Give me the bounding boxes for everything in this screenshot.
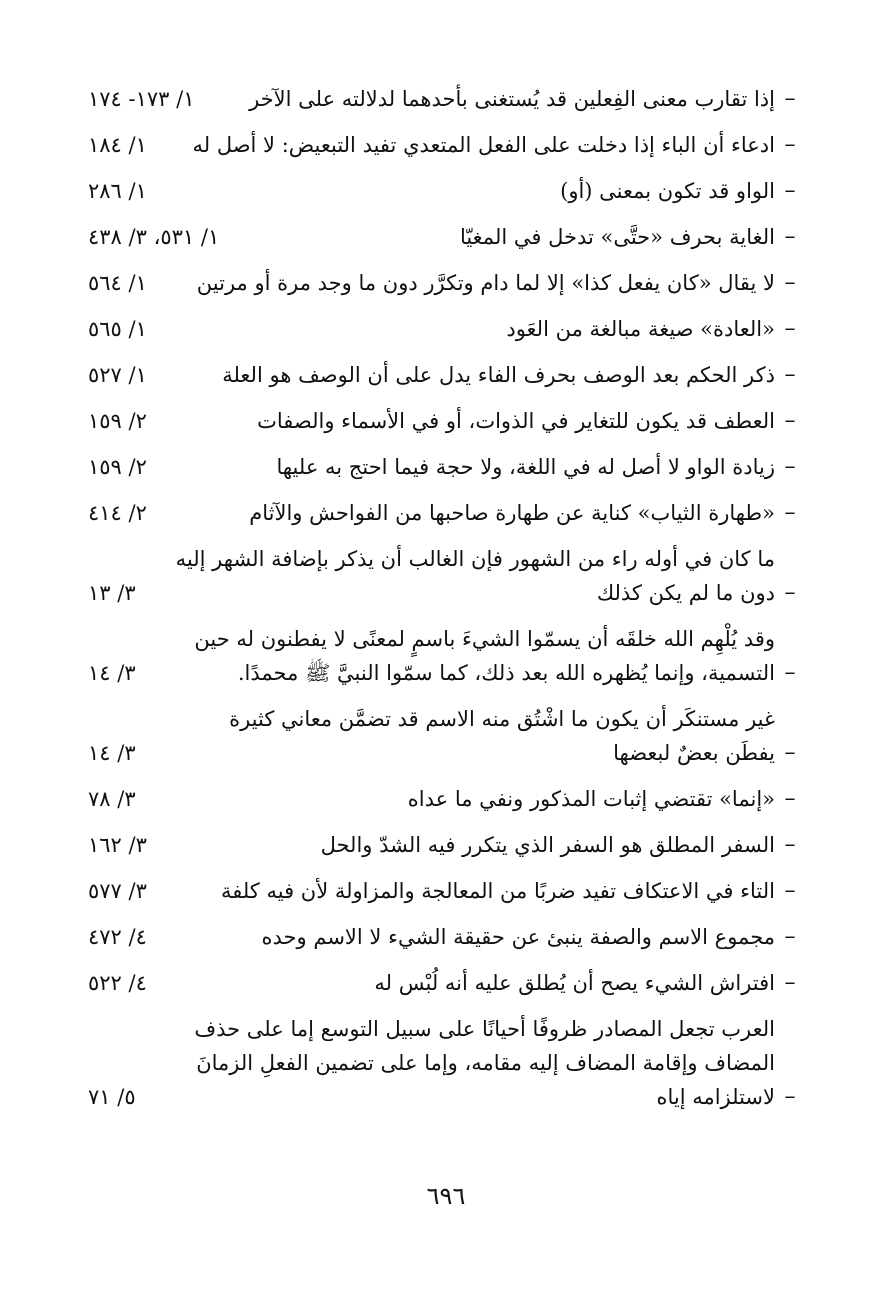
entry-reference: ١/ ٥٢٧ bbox=[88, 363, 147, 387]
entry-reference: ٥/ ٧١ bbox=[88, 1085, 136, 1109]
index-entry bbox=[80, 312, 805, 346]
index-entry bbox=[80, 128, 805, 162]
bullet-dash: – bbox=[784, 454, 796, 479]
entry-text: «إنما» تقتضي إثبات المذكور ونفي ما عداه bbox=[407, 787, 775, 811]
entry-text: لا يقال «كان يفعل كذا» إلا لما دام وتكرَّر دون ما وجد مرة أو مرتين bbox=[196, 271, 775, 295]
entry-text: غير مستنكَر أن يكون ما اشْتُق منه الاسم قد تضمَّن معاني كثيرة يفطَن بعضٌ لبعضها bbox=[229, 707, 775, 765]
bullet-dash: – bbox=[784, 408, 796, 433]
entry-reference: ٢/ ١٥٩ bbox=[88, 409, 147, 433]
entry-text: الواو قد تكون بمعنى (أو) bbox=[560, 179, 775, 203]
bullet-dash: – bbox=[784, 178, 796, 203]
entry-text: مجموع الاسم والصفة ينبئ عن حقيقة الشيء لا الاسم وحده bbox=[261, 925, 775, 949]
index-entry bbox=[80, 702, 805, 770]
entry-text: العطف قد يكون للتغاير في الذوات، أو في الأسماء والصفات bbox=[257, 409, 775, 433]
index-entry bbox=[80, 266, 805, 300]
entry-reference: ٤/ ٥٢٢ bbox=[88, 971, 147, 995]
index-entry-list bbox=[80, 82, 805, 1126]
entry-text: «طهارة الثياب» كناية عن طهارة صاحبها من الفواحش والآثام bbox=[249, 501, 775, 525]
entry-reference: ٣/ ١٤ bbox=[88, 741, 136, 765]
entry-reference: ١/ ٥٦٤ bbox=[88, 271, 147, 295]
index-entry bbox=[80, 542, 805, 610]
bullet-dash: – bbox=[784, 270, 796, 295]
bullet-dash: – bbox=[784, 832, 796, 857]
index-entry bbox=[80, 782, 805, 816]
entry-text: السفر المطلق هو السفر الذي يتكرر فيه الشدّ والحل bbox=[320, 833, 775, 857]
entry-reference: ٣/ ١٣ bbox=[88, 581, 136, 605]
index-entry bbox=[80, 496, 805, 530]
entry-text: زيادة الواو لا أصل له في اللغة، ولا حجة فيما احتج به عليها bbox=[276, 455, 775, 479]
entry-text: ادعاء أن الباء إذا دخلت على الفعل المتعدي تفيد التبعيض: لا أصل له bbox=[192, 133, 775, 157]
bullet-dash: – bbox=[784, 580, 796, 605]
entry-text: ذكر الحكم بعد الوصف بحرف الفاء يدل على أن الوصف هو العلة bbox=[222, 363, 775, 387]
index-entry bbox=[80, 174, 805, 208]
bullet-dash: – bbox=[784, 740, 796, 765]
index-entry bbox=[80, 622, 805, 690]
bullet-dash: – bbox=[784, 362, 796, 387]
bullet-dash: – bbox=[784, 878, 796, 903]
entry-reference: ٤/ ٤٧٢ bbox=[88, 925, 147, 949]
entry-reference: ١/ ٥٦٥ bbox=[88, 317, 147, 341]
index-entry bbox=[80, 874, 805, 908]
bullet-dash: – bbox=[784, 786, 796, 811]
entry-text: «العادة» صيغة مبالغة من العَود bbox=[506, 317, 775, 341]
entry-reference: ١/ ٢٨٦ bbox=[88, 179, 147, 203]
entry-reference: ١/ ٥٣١، ٣/ ٤٣٨ bbox=[88, 225, 220, 249]
bullet-dash: – bbox=[784, 224, 796, 249]
index-entry bbox=[80, 828, 805, 862]
bullet-dash: – bbox=[784, 316, 796, 341]
bullet-dash: – bbox=[784, 86, 796, 111]
index-entry bbox=[80, 82, 805, 116]
entry-reference: ٢/ ١٥٩ bbox=[88, 455, 147, 479]
index-entry bbox=[80, 450, 805, 484]
entry-text: الغاية بحرف «حتَّى» تدخل في المغيّا bbox=[459, 225, 775, 249]
entry-text: إذا تقارب معنى الفِعلين قد يُستغنى بأحدهما لدلالته على الآخر bbox=[249, 87, 775, 111]
entry-reference: ١/ ١٨٤ bbox=[88, 133, 147, 157]
index-entry bbox=[80, 220, 805, 254]
bullet-dash: – bbox=[784, 500, 796, 525]
entry-reference: ١/ ١٧٣- ١٧٤ bbox=[88, 87, 195, 111]
bullet-dash: – bbox=[784, 1084, 796, 1109]
index-entry bbox=[80, 358, 805, 392]
index-entry bbox=[80, 1012, 805, 1114]
entry-text: العرب تجعل المصادر ظروفًا أحيانًا على سبيل التوسع إما على حذف المضاف وإقامة المضاف إليه مقامه، وإما على تضمين الفعلِ الزمانَ لاستلزامه إياه bbox=[194, 1017, 775, 1109]
entry-text: التاء في الاعتكاف تفيد ضربًا من المعالجة والمزاولة لأن فيه كلفة bbox=[220, 879, 775, 903]
index-entry bbox=[80, 966, 805, 1000]
bullet-dash: – bbox=[784, 660, 796, 685]
entry-reference: ٣/ ٥٧٧ bbox=[88, 879, 147, 903]
bullet-dash: – bbox=[784, 924, 796, 949]
bullet-dash: – bbox=[784, 132, 796, 157]
bullet-dash: – bbox=[784, 970, 796, 995]
entry-reference: ٢/ ٤١٤ bbox=[88, 501, 147, 525]
entry-reference: ٣/ ٧٨ bbox=[88, 787, 136, 811]
index-entry bbox=[80, 920, 805, 954]
entry-text: وقد يُلْهِم الله خلقَه أن يسمّوا الشيءَ باسمٍ لمعنًى لا يفطنون له حين التسمية، وإنما يُظهره الله بعد ذلك، كما سمّوا النبيَّ ﷺ محمدًا. bbox=[194, 627, 775, 685]
index-entry bbox=[80, 404, 805, 438]
entry-text: ما كان في أوله راء من الشهور فإن الغالب أن يذكر بإضافة الشهر إليه دون ما لم يكن كذلك bbox=[175, 547, 775, 605]
entry-reference: ٣/ ١٦٢ bbox=[88, 833, 147, 857]
page-number: ٦٩٦ bbox=[426, 1182, 466, 1210]
entry-reference: ٣/ ١٤ bbox=[88, 661, 136, 685]
entry-text: افتراش الشيء يصح أن يُطلق عليه أنه لُبْس له bbox=[374, 971, 775, 995]
